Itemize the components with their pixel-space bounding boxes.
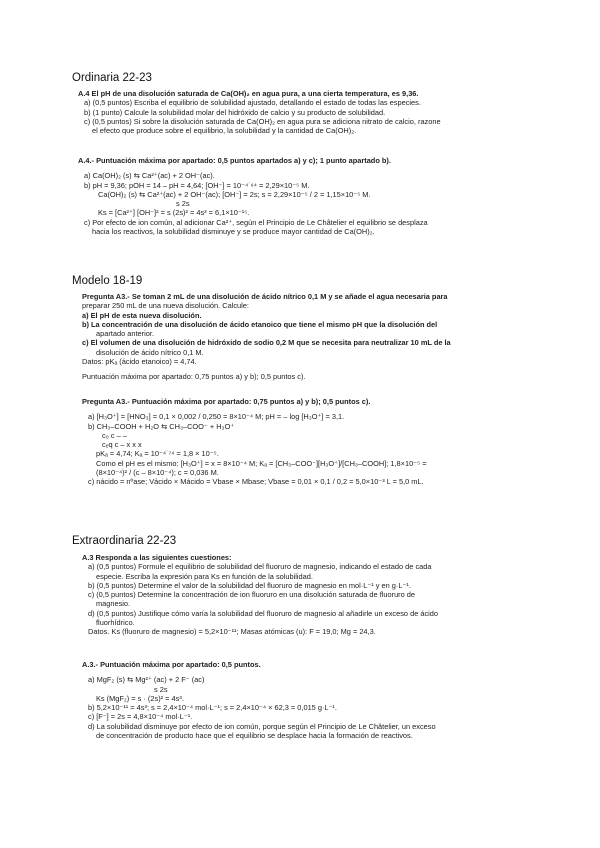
question-line: Puntuación máxima por apartado: 0,75 puntos a) y b); 0,5 puntos c). [82,372,306,382]
answer-line: s 2s [176,199,190,209]
answer-block-ordinaria [78,156,428,236]
answer-line: Ca(OH)₂ (s) ⇆ Ca²⁺(ac) + 2 OH⁻(ac); [OH⁻] = 2s; s = 2,29×10⁻⁵ / 2 = 1,15×10⁻⁵ M. [98,189,371,199]
question-line: b) La concentración de una disolución de ácido etanoico que tiene el mismo pH que la disolución del [82,319,438,329]
answer-line: A.4.- Puntuación máxima por apartado: 0,5 puntos apartados a) y c); 1 punto apartado b). [78,156,391,165]
answer-line: Ks = [Ca²⁺] [OH⁻]² = s (2s)² = 4s³ = 6,1×10⁻¹⁵. [98,208,250,218]
answer-line: cₑq c – x x x [102,440,142,450]
question-line: d) (0,5 puntos) Justifique cómo varía la solubilidad del fluoruro de magnesio al añadirle un exceso de ácido [88,608,439,618]
section-title-extraordinaria: Extraordinaria 22-23 [72,535,177,547]
answer-line: hacia los reactivos, la solubilidad disminuye y se produce mayor cantidad de Ca(OH)₂. [92,227,375,237]
question-line: fluorhídrico. [96,618,135,628]
answer-line: A.3.- Puntuación máxima por apartado: 0,5 puntos. [82,660,261,669]
answer-line: de concentración de producto hace que el equilibrio se desplace hacia la formación de reactivos. [96,731,413,741]
question-line: Datos: pKₐ (ácido etanoico) = 4,74. [82,357,197,367]
section-title-modelo: Modelo 18-19 [72,275,143,287]
answer-line: c) nácido = nºase; Vácido × Mácido = Vbase × Mbase; Vbase = 0,01 × 0,1 / 0,2 = 5,0×10⁻³ L = 5,0 mL. [88,477,424,487]
question-line: apartado anterior. [96,329,154,339]
question-line: a) (0,5 puntos) Formule el equilibrio de solubilidad del fluoruro de magnesio, indicando el estado de cada [88,562,432,572]
question-block-modelo [82,292,451,382]
question-line: b) (1 punto) Calcule la solubilidad molar del hidróxido de calcio y su producto de solubilidad. [84,107,386,117]
answer-line: a) Ca(OH)₂ (s) ⇆ Ca²⁺(ac) + 2 OH⁻(ac). [84,171,215,181]
question-line: a) (0,5 puntos) Escriba el equilibrio de solubilidad ajustado, detallando el estado de todas las especies. [84,98,421,108]
answer-line: a) [H₃O⁺] = [HNO₃] = 0,1 × 0,002 / 0,250 = 8×10⁻⁴ M; pH = – log [H₃O⁺] = 3,1. [88,412,345,422]
question-block-ordinaria [78,89,441,135]
question-line: especie. Escriba la expresión para Ks en función de la solubilidad. [96,571,313,581]
question-line: A.4 El pH de una disolución saturada de Ca(OH)₂ en agua pura, a una cierta temperatura, es 9,36. [78,89,419,98]
question-line: c) (0,5 puntos) Si sobre la disolución saturada de Ca(OH)₂ en agua pura se adiciona nitrato de calcio, razone [84,116,441,126]
answer-line: b) CH₃–COOH + H₂O ⇆ CH₃–COO⁻ + H₃O⁺ [88,421,235,431]
question-line: a) El pH de esta nueva disolución. [82,310,202,320]
question-line: A.3 Responda a las siguientes cuestiones: [82,553,232,562]
answer-line: s 2s [154,684,168,694]
answer-line: c) [F⁻] = 2s = 4,8×10⁻⁴ mol·L⁻¹. [88,712,193,722]
question-line: b) (0,5 puntos) Determine el valor de la solubilidad del fluoruro de magnesio en mol·L⁻¹ y en g·L⁻¹. [88,580,411,590]
question-line: Datos. Ks (fluoruro de magnesio) = 5,2×10⁻¹¹; Masas atómicas (u): F = 19,0; Mg = 24,3. [88,627,376,637]
answer-line: pKₐ = 4,74; Kₐ = 10⁻⁴˙⁷⁴ = 1,8 × 10⁻⁵. [96,449,219,459]
answer-line: Pregunta A3.- Puntuación máxima por apartado: 0,75 puntos a) y b); 0,5 puntos c). [82,397,371,406]
question-line: magnesio. [96,599,131,609]
question-block-extraordinaria [82,553,438,637]
answer-line: c₀ c – – [102,430,127,440]
answer-line: d) La solubilidad disminuye por efecto de ion común, porque según el Principio de Le Châtelier, un exceso [88,721,436,731]
question-line: c) (0,5 puntos) Determine la concentración de ion fluoruro en una disolución saturada de fluoruro de [88,590,416,600]
question-line: Pregunta A3.- Se toman 2 mL de una disolución de ácido nítrico 0,1 M y se añade el agua necesaria para [82,292,448,301]
answer-line: Como el pH es el mismo: [H₃O⁺] = x = 8×10⁻⁴ M; Kₐ = [CH₃–COO⁻][H₃O⁺]/[CH₃–COOH]; 1,8×10⁻⁵ = [96,458,427,468]
answer-line: b) pH = 9,36; pOH = 14 – pH = 4,64; [OH⁻] = 10⁻⁴˙⁶⁴ = 2,29×10⁻⁵ M. [84,180,310,190]
answer-block-modelo [82,397,427,487]
section-title-ordinaria: Ordinaria 22-23 [72,72,152,84]
answer-line: (8×10⁻⁴)² / (c – 8×10⁻⁴); c = 0,036 M. [96,468,219,478]
answer-line: c) Por efecto de ion común, al adicionar Ca²⁺, según el Principio de Le Châtelier el equilibrio se desplaza [84,217,428,227]
answer-block-extraordinaria [82,660,436,740]
question-line: el efecto que produce sobre el equilibrio, la solubilidad y la cantidad de Ca(OH)₂. [92,126,357,136]
answer-line: a) MgF₂ (s) ⇆ Mg²⁺ (ac) + 2 F⁻ (ac) [88,675,205,685]
answer-line: Ks (MgF₂) = s · (2s)² = 4s³. [96,693,184,703]
question-line: c) El volumen de una disolución de hidróxido de sodio 0,2 M que se necesita para neutralizar 10 mL de la [82,338,451,348]
answer-line: b) 5,2×10⁻¹¹ = 4s³; s = 2,4×10⁻⁴ mol·L⁻¹; s = 2,4×10⁻⁴ × 62,3 = 0,015 g·L⁻¹. [88,703,337,713]
question-line: disolución de ácido nítrico 0,1 M. [96,347,204,357]
question-line: preparar 250 mL de una nueva disolución. Calcule: [82,301,249,311]
